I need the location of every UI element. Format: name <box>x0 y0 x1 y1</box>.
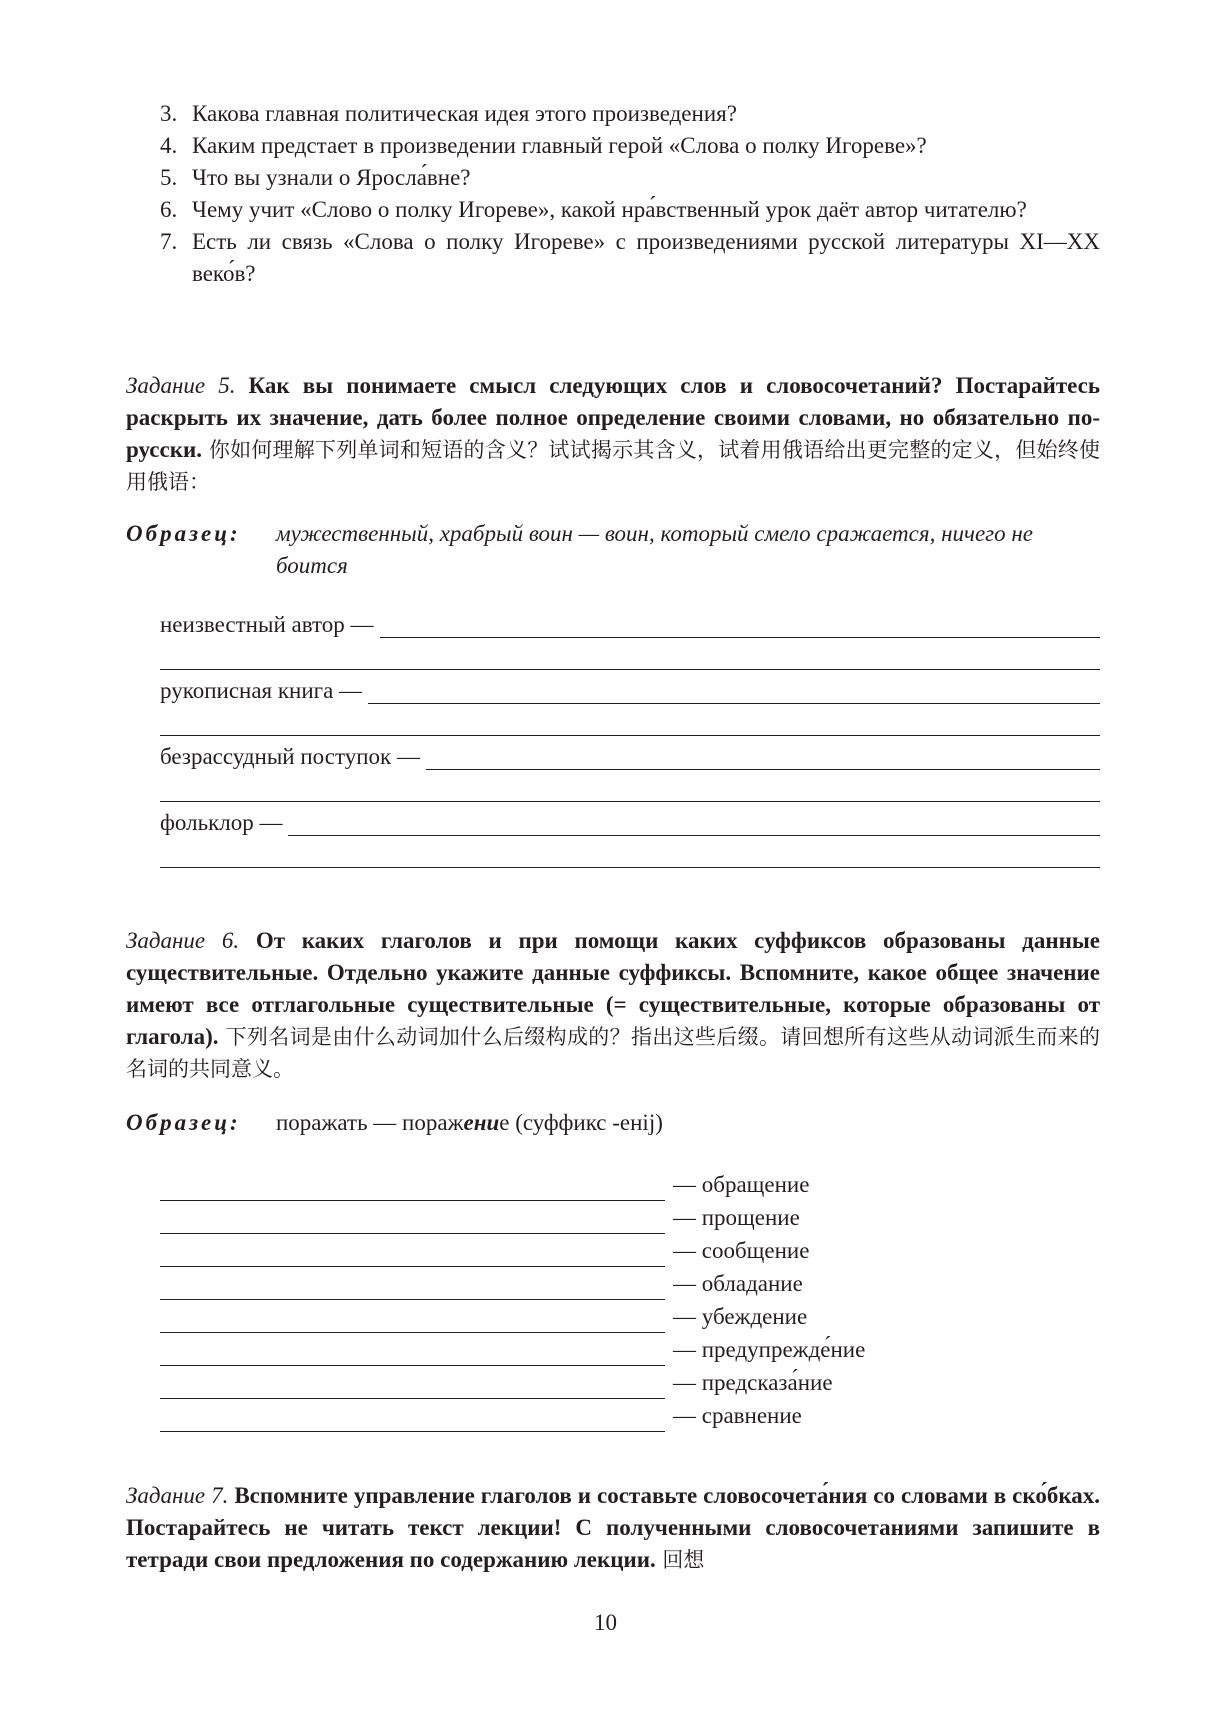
question-number: 5. <box>160 165 178 190</box>
list-item <box>160 194 1100 226</box>
term-label: фольклор — <box>160 810 283 835</box>
task-6-title: Задание 6. <box>126 928 240 953</box>
question-number: 6. <box>160 197 178 222</box>
list-item <box>160 226 1100 290</box>
answer-line[interactable] <box>160 1374 665 1399</box>
noun-word: — обладание <box>673 1271 803 1296</box>
answer-line[interactable] <box>160 638 1100 670</box>
answer-line[interactable] <box>160 836 1100 868</box>
task-5-chinese: 你如何理解下列单词和短语的含义？试试揭示其含义，试着用俄语给出更完整的定义，但始终使用俄语： <box>126 438 1100 494</box>
question-number: 3. <box>160 101 178 126</box>
question-text: Каким предстает в произведении главный герой «Слова о полку Игореве»? <box>192 133 927 158</box>
question-text: Есть ли связь «Слова о полку Игореве» с произведениями русской литературы XI—XX веко́в? <box>192 229 1100 286</box>
task-6-sample <box>126 1107 1100 1139</box>
sample-label: Образец: <box>126 521 241 546</box>
answer-line[interactable] <box>160 704 1100 736</box>
list-item <box>160 1366 865 1399</box>
sample-label: Образец: <box>126 1110 241 1135</box>
task-6-chinese: 下列名词是由什么动词加什么后缀构成的？指出这些后缀。请回想所有这些从动词派生而来的名词的共同意义。 <box>126 1025 1100 1081</box>
answer-line[interactable] <box>160 1308 665 1333</box>
question-number: 4. <box>160 133 178 158</box>
list-item <box>160 1300 865 1333</box>
list-item <box>160 1201 865 1234</box>
page-number: 10 <box>594 1610 617 1635</box>
answer-line[interactable] <box>160 1242 665 1267</box>
question-number: 7. <box>160 229 178 254</box>
noun-word: — предсказа́ние <box>673 1370 833 1395</box>
noun-word: — предупрежде́ние <box>673 1337 866 1362</box>
answer-line[interactable] <box>160 1275 665 1300</box>
answer-line[interactable] <box>160 1341 665 1366</box>
definition-field <box>160 672 1100 736</box>
answer-line[interactable] <box>160 1407 665 1432</box>
noun-list <box>160 1168 865 1432</box>
list-item <box>160 1333 865 1366</box>
task-5-sample <box>126 518 1100 582</box>
noun-word: — прощение <box>673 1205 800 1230</box>
answer-line[interactable] <box>426 747 1100 770</box>
definition-field <box>160 738 1100 802</box>
task-7-chinese: 回想 <box>655 1548 705 1572</box>
term-label: рукописная книга — <box>160 678 363 703</box>
question-list <box>160 98 1100 290</box>
sample-text <box>276 1107 1100 1139</box>
list-item <box>160 1399 865 1432</box>
list-item <box>160 98 1100 130</box>
definition-field <box>160 606 1100 670</box>
task-5-title: Задание 5. <box>126 373 236 398</box>
noun-word: — сообщение <box>673 1238 810 1263</box>
task-7-text: Вспомните управление глаголов и составьте словосочета́ния со словами в ско́бках. Постарайтесь не читать текст лекции! С полученными словосочетаниями запишите в тетради свои предложения по содержанию лекции. <box>126 1483 1100 1572</box>
definition-field <box>160 804 1100 868</box>
answer-line[interactable] <box>368 681 1100 704</box>
question-text: Что вы узнали о Яросла́вне? <box>192 165 471 190</box>
task-7-title: Задание 7. <box>126 1483 229 1508</box>
list-item <box>160 1168 865 1201</box>
answer-line[interactable] <box>288 813 1100 836</box>
term-label: безрассудный поступок — <box>160 744 420 769</box>
noun-word: — сравнение <box>673 1403 802 1428</box>
answer-line[interactable] <box>160 770 1100 802</box>
question-text: Какова главная политическая идея этого произведения? <box>192 101 737 126</box>
answer-line[interactable] <box>160 1209 665 1234</box>
noun-word: — убеждение <box>673 1304 808 1329</box>
task-5-instruction <box>126 370 1100 498</box>
sample-prefix: поражать — пораж <box>276 1110 464 1135</box>
list-item <box>160 130 1100 162</box>
task-6-text: От каких глаголов и при помощи каких суффиксов образованы данные существительные. Отдельно укажите данные суффиксы. Вспомните, какое общее значение имеют все отглагольные существительные (= существительные, которые образованы от глагола). <box>126 928 1100 1049</box>
list-item <box>160 1234 865 1267</box>
task-7-instruction <box>126 1480 1100 1576</box>
list-item <box>160 1267 865 1300</box>
sample-text: мужественный, храбрый воин — воин, который смело сражается, ничего не боится <box>276 521 1034 578</box>
sample-suffix-highlight: ени <box>463 1110 500 1135</box>
question-text: Чему учит «Слово о полку Игореве», какой нра́вственный урок даёт автор читателю? <box>192 197 1027 222</box>
sample-rest: е (суффикс -енij) <box>499 1110 663 1135</box>
task-6-instruction <box>126 925 1100 1085</box>
answer-line[interactable] <box>160 1176 665 1201</box>
list-item <box>160 162 1100 194</box>
term-label: неизвестный автор — <box>160 612 374 637</box>
answer-line[interactable] <box>380 615 1101 638</box>
noun-word: — обращение <box>673 1172 810 1197</box>
task-5-text: Как вы понимаете смысл следующих слов и словосочетаний? Постарайтесь раскрыть их значение, дать более полное определение своими словами, но обязательно по-русски. <box>126 373 1100 462</box>
